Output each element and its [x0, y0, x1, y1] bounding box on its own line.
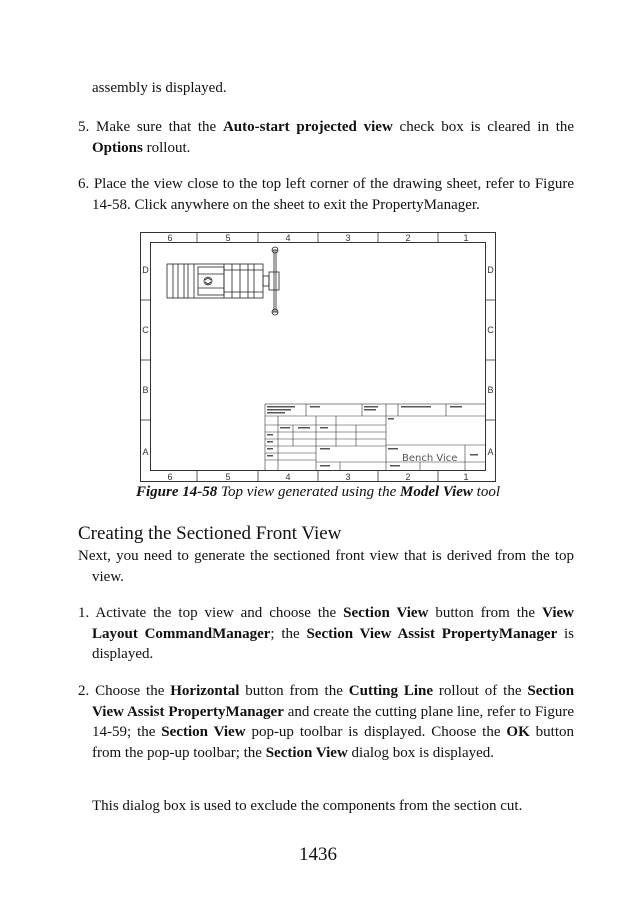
zone-row-label: C	[487, 325, 494, 335]
zone-row-label: A	[487, 447, 494, 457]
intro-paragraph: Next, you need to generate the sectioned front view that is derived from the top view.	[78, 548, 574, 585]
figure-caption: Figure 14-58 Top view generated using the Model View tool	[135, 484, 501, 500]
step-6: 6. Place the view close to the top left corner of the drawing sheet, refer to Figure 14-58. Click anywhere on the sheet to exit the PropertyManager.	[78, 176, 575, 213]
zone-col-label: 5	[225, 233, 231, 243]
zone-col-label: 6	[167, 472, 173, 482]
title-block-drawing-name: Bench Vice	[402, 453, 458, 464]
section-heading: Creating the Sectioned Front View	[78, 523, 342, 544]
zone-col-label: 5	[225, 472, 231, 482]
zone-col-label: 1	[463, 233, 469, 243]
zone-col-label: 2	[405, 472, 411, 482]
zone-row-label: C	[142, 325, 149, 335]
zone-col-label: 3	[345, 472, 351, 482]
zone-row-label: D	[487, 265, 494, 275]
continued-text: assembly is displayed.	[92, 80, 227, 96]
zone-row-label: D	[142, 265, 149, 275]
zone-row-label: B	[487, 385, 494, 395]
page-number: 1436	[299, 844, 337, 865]
zone-col-label: 4	[285, 472, 291, 482]
zone-col-label: 6	[167, 233, 173, 243]
step-2: 2. Choose the Horizontal button from the Cutting Line rollout of the Section View Assist PropertyManager and create the cutting plane line, refer to Figure 14-59; the Section View pop-up toolbar is displayed. Choose the OK button from the pop-up toolbar; the Section View dialog box is displayed.	[78, 683, 575, 761]
drawing-sheet-figure	[140, 232, 496, 482]
note-paragraph: This dialog box is used to exclude the components from the section cut.	[92, 798, 523, 814]
zone-row-label: B	[142, 385, 149, 395]
zone-col-label: 2	[405, 233, 411, 243]
zone-col-label: 4	[285, 233, 291, 243]
step-1: 1. Activate the top view and choose the Section View button from the View Layout CommandManager; the Section View Assist PropertyManager is displayed.	[78, 605, 575, 662]
zone-row-label: A	[142, 447, 149, 457]
zone-col-label: 1	[463, 472, 469, 482]
zone-col-label: 3	[345, 233, 351, 243]
step-5: 5. Make sure that the Auto-start projected view check box is cleared in the Options rollout.	[78, 119, 575, 156]
